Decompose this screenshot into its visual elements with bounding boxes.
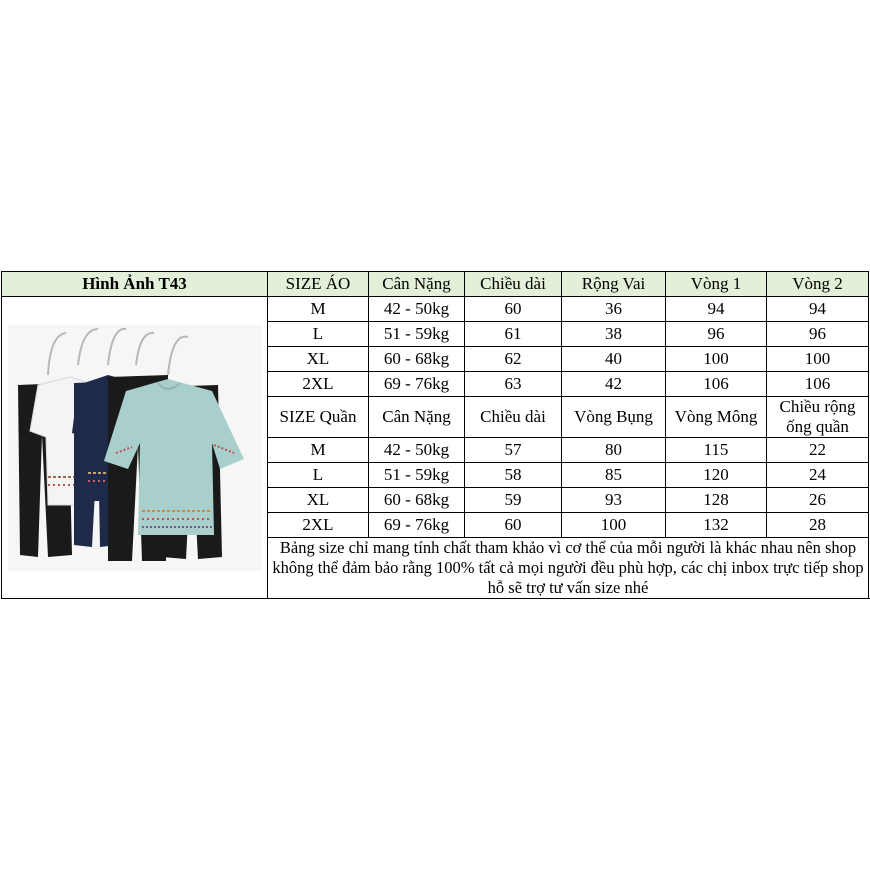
shirt-cell: 94 <box>767 297 869 322</box>
pants-cell: 24 <box>767 463 869 488</box>
pants-cell: 2XL <box>268 513 369 538</box>
pants-header-leg-width: Chiều rộng ống quần <box>767 397 869 438</box>
shirt-cell: 60 <box>465 297 562 322</box>
pants-cell: 128 <box>666 488 767 513</box>
pants-cell: M <box>268 438 369 463</box>
pants-cell: 26 <box>767 488 869 513</box>
pants-cell: 120 <box>666 463 767 488</box>
size-table <box>1 271 869 599</box>
shirt-header-bust: Vòng 1 <box>666 272 767 297</box>
pants-cell: 93 <box>562 488 666 513</box>
pants-header-length: Chiều dài <box>465 397 562 438</box>
shirt-cell: 100 <box>666 347 767 372</box>
shirt-cell: 42 <box>562 372 666 397</box>
shirt-cell: 62 <box>465 347 562 372</box>
pants-cell: 59 <box>465 488 562 513</box>
table-row <box>2 297 869 322</box>
image-header: Hình Ảnh T43 <box>2 272 268 297</box>
shirt-header-size: SIZE ÁO <box>268 272 369 297</box>
shirt-cell: 96 <box>666 322 767 347</box>
shirt-cell: 94 <box>666 297 767 322</box>
shirt-cell: 40 <box>562 347 666 372</box>
pants-header-waist: Vòng Bụng <box>562 397 666 438</box>
pants-cell: 58 <box>465 463 562 488</box>
shirt-cell: 42 - 50kg <box>369 297 465 322</box>
shirt-cell: 106 <box>767 372 869 397</box>
pants-cell: 132 <box>666 513 767 538</box>
shirt-cell: 61 <box>465 322 562 347</box>
pants-cell: 69 - 76kg <box>369 513 465 538</box>
pants-cell: 60 <box>465 513 562 538</box>
pants-cell: 42 - 50kg <box>369 438 465 463</box>
pants-header-size: SIZE Quần <box>268 397 369 438</box>
shirt-header-shoulder: Rộng Vai <box>562 272 666 297</box>
pants-cell: XL <box>268 488 369 513</box>
pants-cell: 85 <box>562 463 666 488</box>
shirt-cell: 60 - 68kg <box>369 347 465 372</box>
shirt-cell: 106 <box>666 372 767 397</box>
shirt-cell: L <box>268 322 369 347</box>
pants-cell: 28 <box>767 513 869 538</box>
pants-header-hip: Vòng Mông <box>666 397 767 438</box>
pants-cell: 115 <box>666 438 767 463</box>
shirt-cell: XL <box>268 347 369 372</box>
pants-cell: 57 <box>465 438 562 463</box>
pants-cell: 100 <box>562 513 666 538</box>
product-photo <box>8 325 262 571</box>
shirt-header-row <box>2 272 869 297</box>
pants-header-weight: Cân Nặng <box>369 397 465 438</box>
shirt-cell: 2XL <box>268 372 369 397</box>
pants-cell: 60 - 68kg <box>369 488 465 513</box>
pants-cell: L <box>268 463 369 488</box>
shirt-header-weight: Cân Nặng <box>369 272 465 297</box>
shirt-cell: M <box>268 297 369 322</box>
shirt-cell: 36 <box>562 297 666 322</box>
size-note: Bảng size chỉ mang tính chất tham khảo vì cơ thể của mỗi người là khác nhau nên shop không thể đảm bảo rằng 100% tất cả mọi người đều phù hợp, các chị inbox trực tiếp shop hỗ sẽ trợ tư vấn size nhé <box>268 538 869 599</box>
shirt-cell: 51 - 59kg <box>369 322 465 347</box>
shirt-cell: 96 <box>767 322 869 347</box>
shirt-cell: 38 <box>562 322 666 347</box>
pants-cell: 51 - 59kg <box>369 463 465 488</box>
shirt-cell: 63 <box>465 372 562 397</box>
shirt-header-length: Chiều dài <box>465 272 562 297</box>
shirt-cell: 100 <box>767 347 869 372</box>
shirt-header-waist: Vòng 2 <box>767 272 869 297</box>
product-photo-cell <box>2 297 268 599</box>
pants-cell: 22 <box>767 438 869 463</box>
shirt-cell: 69 - 76kg <box>369 372 465 397</box>
clothing-set-illustration <box>8 325 262 571</box>
pants-cell: 80 <box>562 438 666 463</box>
